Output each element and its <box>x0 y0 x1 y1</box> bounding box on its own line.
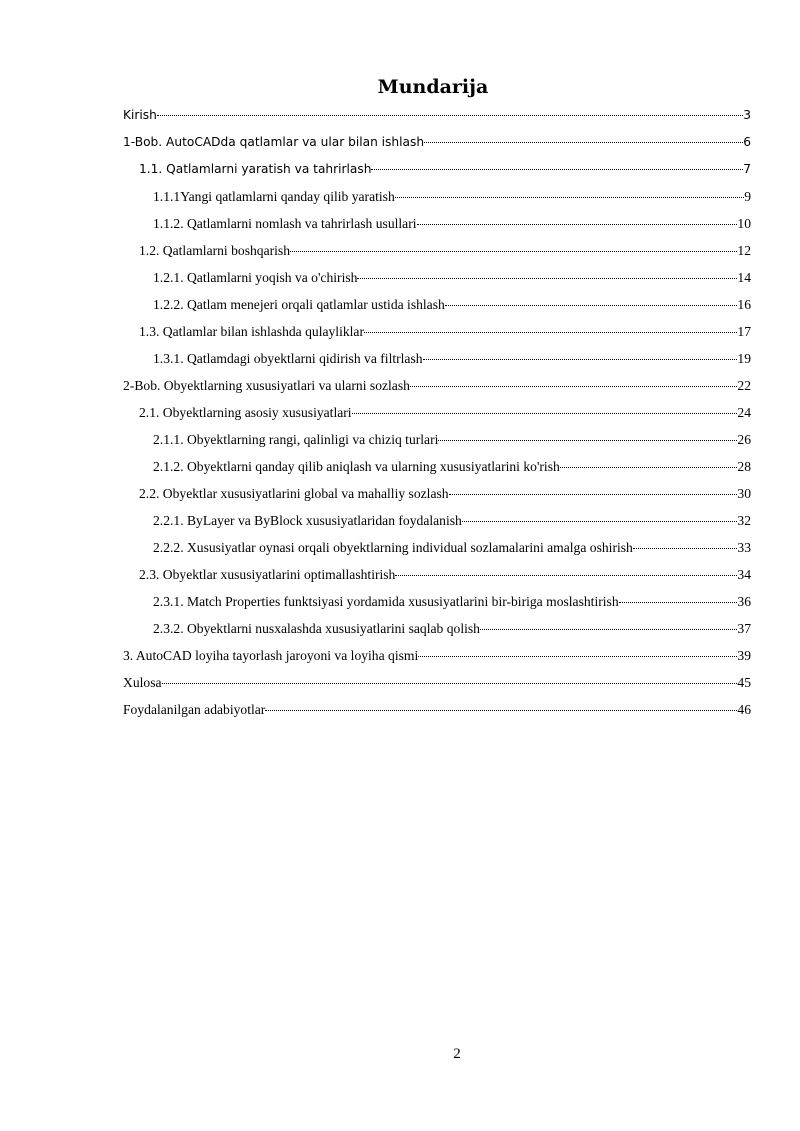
toc-dot-leader <box>418 656 737 657</box>
toc-entry-label: 2-Bob. Obyektlarning xususiyatlari va ularni sozlash <box>123 378 410 393</box>
toc-entry-label: 1.2. Qatlamlarni boshqarish <box>139 243 291 258</box>
toc-entry-label: 1.2.1. Qatlamlarni yoqish va o'chirish <box>153 270 358 285</box>
toc-entry-page: 3 <box>743 108 751 122</box>
toc-entry[interactable] <box>153 513 751 529</box>
toc-entry[interactable] <box>139 405 751 421</box>
toc-entry-label: 3. AutoCAD loyiha tayorlash jaroyoni va loyiha qismi <box>123 648 419 663</box>
toc-dot-leader <box>357 278 737 279</box>
toc-entry-page: 28 <box>737 459 751 474</box>
toc-entry[interactable] <box>123 702 751 718</box>
toc-entry[interactable] <box>139 324 751 340</box>
toc-dot-leader <box>449 494 738 495</box>
toc-entry-page: 37 <box>737 621 751 636</box>
toc-entry-page: 17 <box>737 324 751 339</box>
toc-dot-leader <box>619 602 738 603</box>
toc-entry[interactable] <box>123 135 751 149</box>
toc-entry-label: 2.2.1. ByLayer va ByBlock xususiyatlaridan foydalanish <box>153 513 462 528</box>
toc-entry[interactable] <box>153 351 751 367</box>
toc-dot-leader <box>633 548 738 549</box>
toc-entry-label: 2.1. Obyektlarning asosiy xususiyatlari <box>139 405 352 420</box>
toc-entry-label: Xulosa <box>123 675 162 690</box>
toc-entry-page: 7 <box>743 162 751 176</box>
toc-dot-leader <box>410 386 737 387</box>
toc-entry-page: 39 <box>737 648 751 663</box>
page-number: 2 <box>453 1046 461 1062</box>
toc-entry-label: 2.1.2. Obyektlarni qanday qilib aniqlash va ularning xususiyatlarini ko'rish <box>153 459 560 474</box>
toc-entry[interactable] <box>139 567 751 583</box>
toc-entry-page: 30 <box>737 486 751 501</box>
page-title: Mundarija <box>377 76 489 98</box>
toc-entry[interactable] <box>153 216 751 232</box>
toc-entry-label: 2.3.1. Match Properties funktsiyasi yordamida xususiyatlarini bir-biriga moslashtirish <box>153 594 619 609</box>
toc-entry-page: 9 <box>744 189 751 204</box>
toc-entry[interactable] <box>123 675 751 691</box>
toc-entry[interactable] <box>139 162 751 176</box>
toc-entry[interactable] <box>153 459 751 475</box>
toc-dot-leader <box>157 115 743 116</box>
toc-entry[interactable] <box>153 189 751 205</box>
toc-entry[interactable] <box>153 621 751 637</box>
toc-entry-page: 14 <box>737 270 751 285</box>
toc-entry-page: 6 <box>743 135 751 149</box>
toc-entry-label: Kirish <box>123 108 157 122</box>
toc-dot-leader <box>371 169 743 170</box>
toc-entry-page: 46 <box>737 702 751 717</box>
toc-entry-label: 1.1.2. Qatlamlarni nomlash va tahrirlash usullari <box>153 216 417 231</box>
toc-entry-page: 16 <box>737 297 751 312</box>
toc-entry-page: 32 <box>737 513 751 528</box>
toc-entry-label: 2.2.2. Xususiyatlar oynasi orqali obyektlarning individual sozlamalarini amalga oshirish <box>153 540 633 555</box>
toc-entry-label: 1.3.1. Qatlamdagi obyektlarni qidirish va filtrlash <box>153 351 423 366</box>
toc-dot-leader <box>560 467 738 468</box>
toc-dot-leader <box>423 359 738 360</box>
toc-entry-page: 33 <box>737 540 751 555</box>
toc-entry-page: 34 <box>737 567 751 582</box>
toc-entry[interactable] <box>153 270 751 286</box>
toc-entry-page: 10 <box>737 216 751 231</box>
toc-entry-label: Foydalanilgan adabiyotlar <box>123 702 266 717</box>
toc-entry-label: 1-Bob. AutoCADda qatlamlar va ular bilan ishlash <box>123 135 425 149</box>
toc-entry-page: 19 <box>737 351 751 366</box>
toc-entry-label: 1.2.2. Qatlam menejeri orqali qatlamlar ustida ishlash <box>153 297 445 312</box>
toc-entry-page: 26 <box>737 432 751 447</box>
toc-dot-leader <box>445 305 738 306</box>
toc-entry-label: 1.1. Qatlamlarni yaratish va tahrirlash <box>139 162 372 176</box>
toc-dot-leader <box>352 413 738 414</box>
toc-entry-page: 45 <box>737 675 751 690</box>
toc-entry-label: 2.3.2. Obyektlarni nusxalashda xususiyatlarini saqlab qolish <box>153 621 480 636</box>
toc-entry-label: 2.3. Obyektlar xususiyatlarini optimallashtirish <box>139 567 396 582</box>
toc-dot-leader <box>438 440 737 441</box>
toc-entry-page: 24 <box>737 405 751 420</box>
toc-dot-leader <box>417 224 738 225</box>
toc-dot-leader <box>462 521 738 522</box>
toc-entry-page: 36 <box>737 594 751 609</box>
toc-entry-page: 12 <box>737 243 751 258</box>
toc-entry[interactable] <box>153 594 751 610</box>
toc-entry[interactable] <box>153 540 751 556</box>
toc-dot-leader <box>265 710 737 711</box>
toc-dot-leader <box>364 332 737 333</box>
toc-entry[interactable] <box>139 486 751 502</box>
toc-dot-leader <box>480 629 737 630</box>
toc-entry[interactable] <box>153 297 751 313</box>
toc-entry[interactable] <box>139 243 751 259</box>
toc-entry[interactable] <box>123 108 751 122</box>
toc-entry-label: 1.1.1Yangi qatlamlarni qanday qilib yaratish <box>153 189 395 204</box>
toc-dot-leader <box>290 251 737 252</box>
toc-entry-page: 22 <box>737 378 751 393</box>
toc-dot-leader <box>395 197 744 198</box>
toc-entry-label: 2.2. Obyektlar xususiyatlarini global va mahalliy sozlash <box>139 486 449 501</box>
toc-entry-label: 1.3. Qatlamlar bilan ishlashda qulayliklar <box>139 324 364 339</box>
toc-entry[interactable] <box>123 378 751 394</box>
toc-entry[interactable] <box>153 432 751 448</box>
toc-entry[interactable] <box>123 648 751 664</box>
toc-dot-leader <box>424 142 743 143</box>
toc-dot-leader <box>395 575 737 576</box>
toc-entry-label: 2.1.1. Obyektlarning rangi, qalinligi va chiziq turlari <box>153 432 439 447</box>
toc-dot-leader <box>162 683 738 684</box>
